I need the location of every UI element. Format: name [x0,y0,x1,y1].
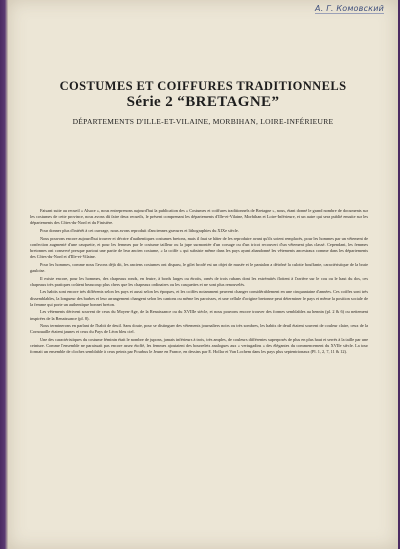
introduction-text [30,208,368,357]
paragraph: Les vêtements dérivent souvent de ceux du Moyen-Age, de la Renaissance ou du XVIIIe siècle, et nous pouvons encore trouver des formes semblables au hennin (pl. 2 & 6) ou nettement inspirées de la Renaissance (pl. 8). [30,309,368,321]
paragraph: Nous pouvons encore aujourd'hui trouver et décrire d'authentiques costumes bretons, mais il faut se hâter de les reproduire avant qu'ils soient remplacés, pour les hommes par un vêtement de confection augmenté d'une casquette, et pour les femmes par le costume tailleur ou la jupe surmontée d'un corsage ou d'un tricot recouvert d'un vêtement plus classé. Cependant, les femmes bretonnes ont conservé presque partout une partie de leur ancien costume, « la coiffe » qui subsiste même dans les pays ayant abandonné les vêtements ancestraux comme dans les départements des Côtes-du-Nord et d'Ille-et-Vilaine. [30,235,368,260]
series-title: Série 2 “BRETAGNE” [126,94,280,110]
binding-strip [0,0,8,549]
departments-subtitle: DÉPARTEMENTS D'ILLE-ET-VILAINE, MORBIHAN, LOIRE-INFÉRIEURE [72,117,334,126]
paragraph: Pour les hommes, comme nous l'avons déjà dit, les anciens costumes ont disparu, le gilet brodé est un objet de musée et le pantalon a détrôné la culotte bouffante, caractéristique de la braie gauloise. [30,261,368,273]
paragraph: Nous terminerons en parlant de l'habit de deuil. Sans doute, pour se distinguer des vêtements journaliers noirs ou très sombres, les habits de deuil étaient souvent de couleur claire, ceux de la Cornouaille étaient jaunes et ceux du Pays de Léon bleu ciel. [30,323,368,335]
paragraph: Les habits sont encore très différents selon les pays et aussi selon les époques, et les coiffes notamment peuvent changer considérablement en une cinquantaine d'années. Ces coiffes sont très dissemblables, la longueur des barbes et leur arrangement changent selon les cantons ou même les paroisses, et une cellule d'origine bretonne peut déterminer le pays et même la position sociale de la femme qui porte un authentique bonnet breton. [30,289,368,307]
paragraph: Faisant suite au recueil « Alsace », nous entreprenons aujourd'hui la publication des « Costumes et coiffures traditionnels de Bretagne », nous, étant donné le grand nombre de documents sur les costumes de cette province, nous avons dû faire deux recueils, le présent comprenant les départements d'Ille-et-Vilaine, Morbihan et Loire-Inférieure, et un autre qui sera publié ensuite sur les départements des Côtes-du-Nord et du Finistère. [30,208,368,226]
paragraph: Il existe encore, pour les hommes, des chapeaux ronds, en feutre, à bords larges ou étroits, ornés de trois rubans dont les extrémités flottent à l'arrière sur le cou ou le haut du dos, ces chapeaux très pratiques coûtent beaucoup plus chers que les chapeaux ordinaires ou les casquettes et ne sont plus renouvelés. [30,275,368,287]
paragraph: Une des caractéristiques du costume féminin était le nombre de jupons, jamais inférieurs à trois, très amples, de couleurs différentes superposés de plus en plus haut et serrés à la taille par une ceinture. Comme l'ensemble ne paraissait pas encore assez étoffé, les femmes ajoutaient des bourrelets analogues aux « vertugadins » des élégantes du commencement du XVIIe siècle. La tour formait un ensemble de cloches semblable à ceux peints par Pourbus le Jeune en France, en dessins par E. Hollar et Van Lochem dans les pays plus septentrionaux (Pl. 1, 2, 7, 11 & 12). [30,336,368,355]
page-title: COSTUMES ET COIFFURES TRADITIONNELS [59,79,347,93]
paragraph: Pour donner plus d'intérêt à cet ouvrage, nous avons reproduit d'anciennes gravures et lithographies du XIXe siècle. [40,227,239,233]
handwritten-annotation: А. Г. Комовский [315,4,384,13]
